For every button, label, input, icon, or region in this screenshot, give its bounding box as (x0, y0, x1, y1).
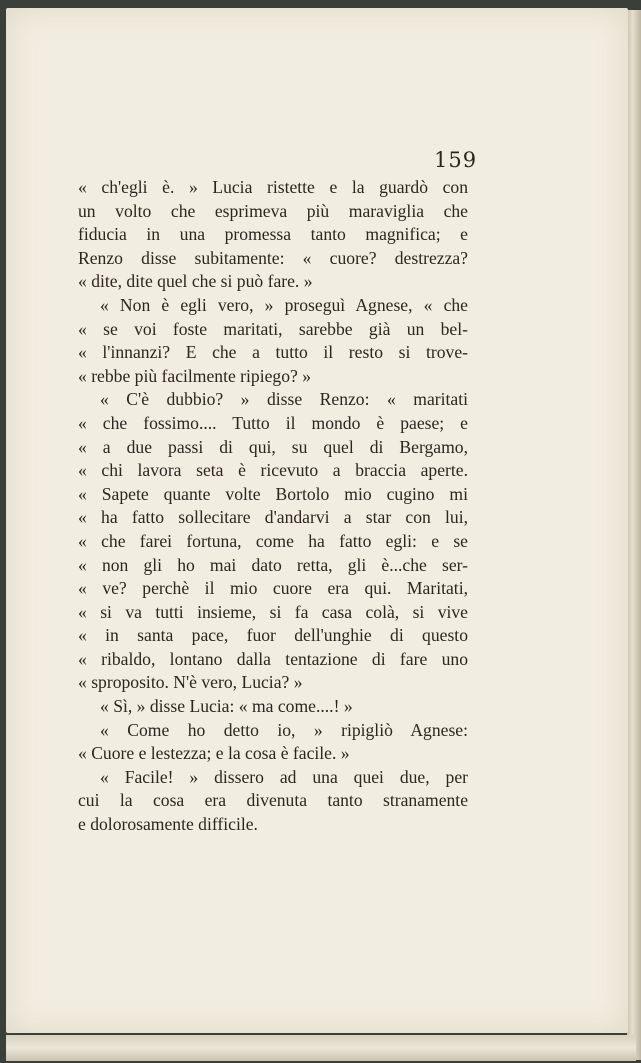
text-line: Renzo disse subitamente: « cuore? destrezza? (78, 247, 468, 268)
text-line: « Facile! » dissero ad una quei due, per (100, 766, 468, 787)
text-line: « se voi foste maritati, sarebbe già un bel- (78, 318, 468, 339)
text-line: « l'innanzi? E che a tutto il resto si trove- (78, 342, 468, 363)
text-line: « dite, dite quel che si può fare. » (78, 271, 313, 292)
page-number: 159 (434, 148, 478, 172)
page-fore-edge (627, 10, 641, 1060)
text-line: « che fossimo.... Tutto il mondo è paese; e (78, 412, 468, 433)
text-line: « Sapete quante volte Bortolo mio cugino mi (78, 483, 468, 504)
text-line: « ve? perchè il mio cuore era qui. Maritati, (78, 578, 468, 599)
text-line: « Come ho detto io, » ripigliò Agnese: (100, 719, 468, 740)
text-line: cui la cosa era divenuta tanto stranamente (78, 790, 468, 811)
text-line: « ribaldo, lontano dalla tentazione di fare uno (78, 648, 468, 669)
text-line: « ha fatto sollecitare d'andarvi a star con lui, (78, 507, 468, 528)
text-line: « a due passi di qui, su quel di Bergamo, (78, 436, 468, 457)
text-line: « si va tutti insieme, si fa casa colà, si vive (78, 601, 468, 622)
text-line: fiducia in una promessa tanto magnifica; e (78, 224, 468, 245)
text-line: « in santa pace, fuor dell'unghie di questo (78, 625, 468, 646)
text-line: un volto che esprimeva più maraviglia che (78, 200, 468, 221)
body-text (78, 176, 468, 837)
text-line: « che farei fortuna, come ha fatto egli: e se (78, 530, 468, 551)
text-line: « sproposito. N'è vero, Lucia? » (78, 672, 303, 693)
text-line: « chi lavora seta è ricevuto a braccia aperte. (78, 460, 468, 481)
text-line: « non gli ho mai dato retta, gli è...che ser- (78, 554, 468, 575)
text-line: « ch'egli è. » Lucia ristette e la guardò con (78, 177, 468, 197)
text-line: « rebbe più facilmente ripiego? » (78, 365, 312, 386)
text-line: « Sì, » disse Lucia: « ma come....! » (100, 696, 353, 717)
text-line: « C'è dubbio? » disse Renzo: « maritati (100, 389, 468, 410)
page-bottom-edge (6, 1035, 636, 1061)
text-line: « Non è egli vero, » proseguì Agnese, « che (100, 294, 468, 315)
text-line: « Cuore e lestezza; e la cosa è facile. » (78, 743, 350, 764)
text-line: e dolorosamente difficile. (78, 814, 258, 835)
